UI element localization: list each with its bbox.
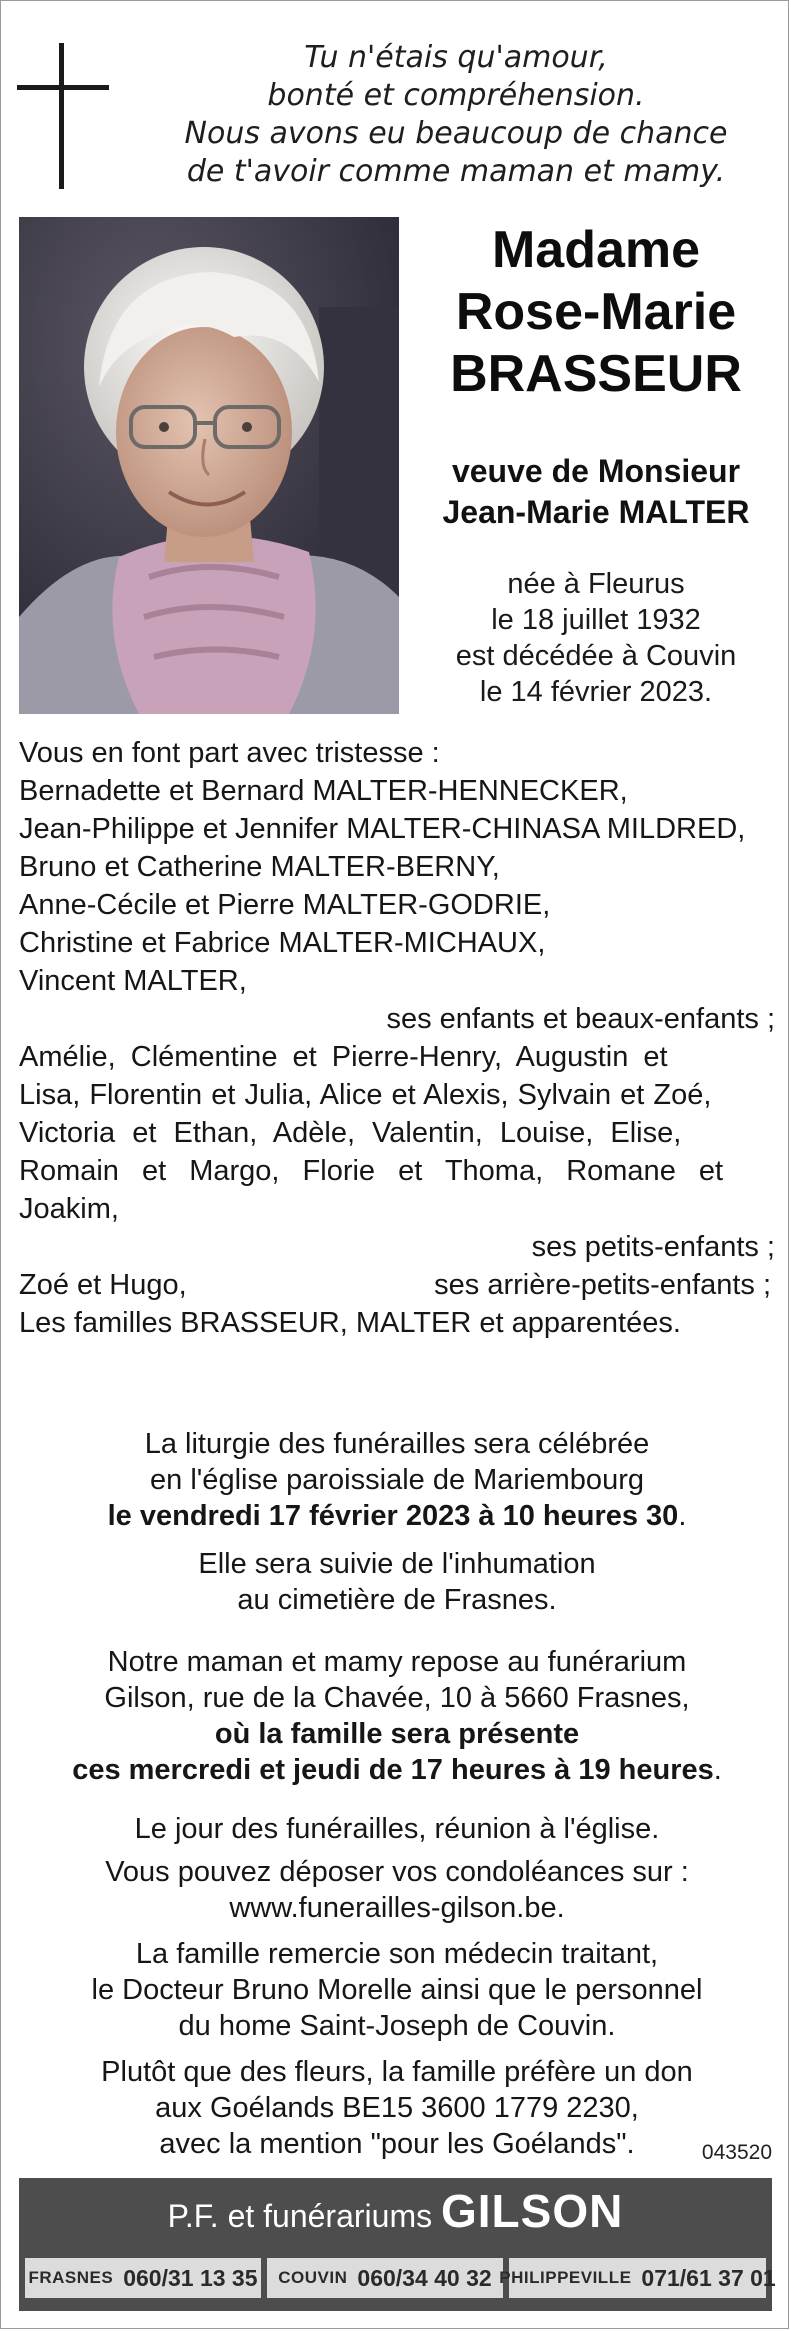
widow-line: veuve de Monsieur [451,453,741,489]
office-frasnes [25,2258,261,2298]
deceased-first-name: Rose-Marie [455,283,737,341]
office-phone: 060/34 40 32 [357,2264,492,2291]
child-couple: Christine et Fabrice MALTER-MICHAUX, [19,927,546,959]
great-grandchildren-line [19,1266,775,1304]
donation-line: avec la mention "pour les Goélands". [159,2128,635,2160]
office-phone: 071/61 37 01 [641,2264,776,2291]
condolences-url: www.funerailles-gilson.be. [229,1892,565,1924]
office-phone: 060/31 13 35 [123,2264,258,2291]
child-couple: Anne-Cécile et Pierre MALTER-GODRIE, [19,889,551,921]
child-couple: Vincent MALTER, [19,965,247,997]
death-date: le 14 février 2023. [479,676,713,708]
grandchildren-line: Romain et Margo, Florie et Thoma, Romane et [19,1155,724,1187]
birth-date: le 18 juillet 1932 [491,604,701,636]
grandchildren-line: Lisa, Florentin et Julia, Alice et Alexis, Sylvain et Zoé, [19,1079,712,1111]
meeting-info [19,1811,775,1847]
birth-place: née à Fleurus [507,568,685,600]
grandchildren-line [19,1038,775,1076]
donation-info [19,2054,775,2162]
office-city: COUVIN [278,2268,348,2287]
funerarium-hours [19,1752,775,1788]
offices-bar [25,2258,776,2298]
funerarium-line: Gilson, rue de la Chavée, 10 à 5660 Frasnes, [104,1682,690,1714]
deceased-title: Madame [491,221,701,279]
funerarium-hours-end: . [713,1754,722,1786]
child-couple: Jean-Philippe et Jennifer MALTER-CHINASA MILDRED, [19,813,746,845]
meeting-line: Le jour des funérailles, réunion à l'église. [134,1813,660,1845]
families-line: Les familles BRASSEUR, MALTER et apparentées. [19,1307,681,1339]
great-grandchildren-names: Zoé et Hugo, [19,1269,187,1301]
great-grandchildren-label: ses arrière-petits-enfants ; [434,1269,771,1301]
office-couvin [267,2258,503,2298]
child-couple: Bernadette et Bernard MALTER-HENNECKER, [19,775,628,807]
burial-line: au cimetière de Frasnes. [237,1584,557,1616]
funeral-home-prefix: P.F. et funérariums [167,2198,433,2234]
donation-line: aux Goélands BE15 3600 1779 2230, [155,2092,639,2124]
thanks-line: le Docteur Bruno Morelle ainsi que le personnel [91,1974,703,2006]
death-place: est décédée à Couvin [455,640,737,672]
funeral-home-title [19,2186,772,2241]
condolences-info [19,1854,775,1926]
widow-of [411,451,781,533]
ceremony-info [19,1426,775,1534]
reference-number: 043520 [701,2141,772,2164]
ceremony-date-end: . [678,1500,687,1532]
thanks-line: La famille remercie son médecin traitant, [135,1938,659,1970]
grandchildren-text: Amélie, Clémentine et Pierre-Henry, Augustin et [19,1041,668,1073]
grandchildren-line: Victoria et Ethan, Adèle, Valentin, Louise, Elise, [19,1117,682,1149]
poem-line: bonté et compréhension. [267,78,645,113]
office-city: PHILIPPEVILLE [499,2268,632,2287]
funerarium-line: Notre maman et mamy repose au funérarium [107,1646,687,1678]
funeral-home-footer [19,2178,776,2311]
child-couple: Bruno et Catherine MALTER-BERNY, [19,851,500,883]
ceremony-date-bold: le vendredi 17 février 2023 à 10 heures 30 [107,1500,679,1532]
grandchildren-label: ses petits-enfants ; [531,1231,775,1263]
portrait-photo [19,217,399,714]
deceased-last-name: BRASSEUR [450,345,742,403]
thanks-line: du home Saint-Joseph de Couvin. [178,2010,616,2042]
ceremony-line: en l'église paroissiale de Mariembourg [150,1464,644,1496]
family-intro: Vous en font part avec tristesse : [19,737,440,769]
burial-info [19,1546,775,1618]
funerarium-hours-bold: ces mercredi et jeudi de 17 heures à 19 heures [72,1754,714,1786]
grandchildren-line: Joakim, [19,1193,119,1225]
funeral-home-brand: GILSON [440,2185,624,2237]
ceremony-date [19,1498,775,1534]
poem [151,39,761,191]
funerarium-bold-line: où la famille sera présente [214,1718,580,1750]
birth-death-info [411,566,781,710]
poem-line: Nous avons eu beaucoup de chance [184,116,728,151]
thanks-info [19,1936,775,2044]
condolences-line: Vous pouvez déposer vos condoléances sur : [105,1856,689,1888]
donation-line: Plutôt que des fleurs, la famille préfère un don [101,2056,693,2088]
children-label: ses enfants et beaux-enfants ; [386,1003,775,1035]
poem-line: Tu n'étais qu'amour, [304,40,608,75]
office-philippeville [499,2258,776,2298]
widow-line: Jean-Marie MALTER [442,494,750,530]
poem-line: de t'avoir comme maman et mamy. [186,154,726,189]
office-city: FRASNES [28,2268,114,2287]
family-announcement [19,734,775,1342]
funerarium-info [19,1644,775,1788]
burial-line: Elle sera suivie de l'inhumation [198,1548,596,1580]
deceased-name [411,219,781,405]
ceremony-line: La liturgie des funérailles sera célébrée [144,1428,650,1460]
cross-icon [15,43,111,189]
